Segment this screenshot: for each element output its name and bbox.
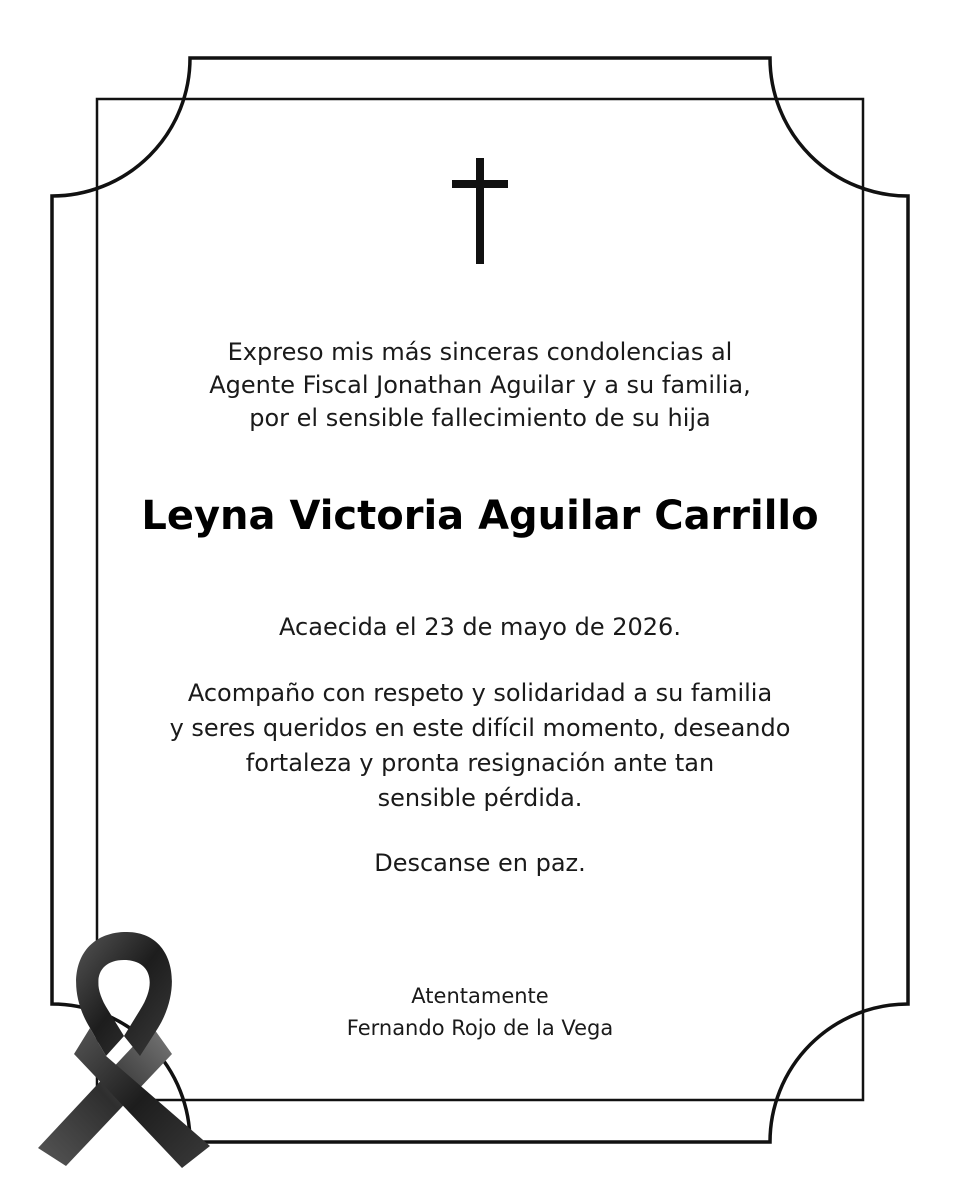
signature-block <box>260 980 700 1044</box>
intro-line: Expreso mis más sinceras condolencias al <box>227 338 733 366</box>
signer-name: Fernando Rojo de la Vega <box>346 1016 614 1040</box>
condolence-intro <box>120 336 840 435</box>
closing-word: Atentamente <box>411 984 549 1008</box>
message-line: y seres queridos en este difícil momento, deseando <box>169 714 791 742</box>
mourning-ribbon-icon <box>34 926 214 1170</box>
message-line: fortaleza y pronta resignación ante tan <box>245 749 715 777</box>
intro-line: por el sensible fallecimiento de su hija <box>249 404 711 432</box>
intro-line: Agente Fiscal Jonathan Aguilar y a su familia, <box>209 371 751 399</box>
deceased-name: Leyna Victoria Aguilar Carrillo <box>141 493 819 539</box>
cross-icon <box>448 156 512 266</box>
date-of-death: Acaecida el 23 de mayo de 2026. <box>279 613 681 641</box>
condolence-message <box>110 676 850 816</box>
rest-in-peace: Descanse en paz. <box>374 849 586 877</box>
message-line: Acompaño con respeto y solidaridad a su familia <box>187 679 773 707</box>
message-line: sensible pérdida. <box>377 784 583 812</box>
